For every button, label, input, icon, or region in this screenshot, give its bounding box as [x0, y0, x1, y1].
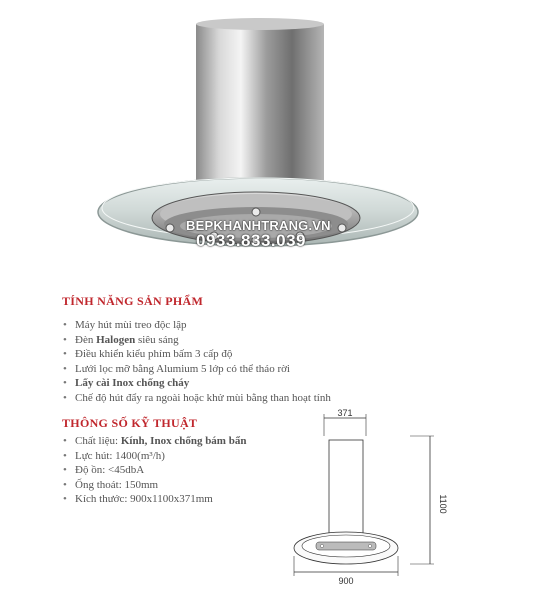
- specs-list: [62, 434, 246, 507]
- features-item: [62, 391, 331, 406]
- features-item-pre: Chế độ hút đẩy ra ngoài hoặc khử mùi bằng than hoạt tính: [75, 391, 331, 404]
- specs-item: [62, 463, 246, 478]
- features-item-bold: Lấy cài Inox chống cháy: [75, 377, 190, 389]
- specs-item-pre: Độ ồn: <45dbA: [75, 464, 145, 476]
- watermark-phone: 0933.833.039: [196, 231, 306, 250]
- top-width-label: 371: [337, 408, 353, 418]
- specs-item: [62, 434, 246, 449]
- bottom-width-label: 900: [338, 576, 354, 586]
- features-item-pre: Máy hút mùi treo độc lập: [75, 319, 187, 331]
- features-list: [62, 318, 331, 405]
- specs-item-pre: Ống thoát: 150mm: [75, 478, 159, 491]
- features-item-post: siêu sáng: [135, 333, 179, 346]
- specs-title: THÔNG SỐ KỸ THUẬT: [62, 416, 198, 430]
- specs-item-bold: Kính, Inox chống bám bẩn: [120, 435, 247, 447]
- features-item: [62, 333, 331, 348]
- features-item: [62, 362, 331, 377]
- specs-item-pre: Chất liệu:: [75, 435, 121, 447]
- features-item-pre: Lưới lọc mỡ bằng Alumium 5 lớp có thể tháo rời: [75, 362, 290, 375]
- features-item: [62, 376, 331, 391]
- features-item-bold: Halogen: [96, 333, 136, 346]
- watermark-site: BEPKHANHTRANG.VN: [186, 218, 331, 233]
- features-item: [62, 347, 331, 362]
- specs-item-pre: Kích thước: 900x1100x371mm: [75, 493, 213, 505]
- specs-item: [62, 478, 246, 493]
- features-item: [62, 318, 331, 333]
- specs-item-pre: Lực hút: 1400(m³/h): [75, 449, 165, 462]
- specs-item: [62, 492, 246, 507]
- features-item-pre: Đèn: [75, 333, 97, 346]
- height-label: 1100: [438, 494, 448, 514]
- features-title: TÍNH NĂNG SẢN PHẨM: [62, 294, 204, 308]
- specs-item: [62, 449, 246, 464]
- watermark: [186, 218, 331, 251]
- dimension-diagram: [280, 408, 460, 590]
- features-item-pre: Điều khiển kiểu phím bấm 3 cấp độ: [75, 348, 233, 360]
